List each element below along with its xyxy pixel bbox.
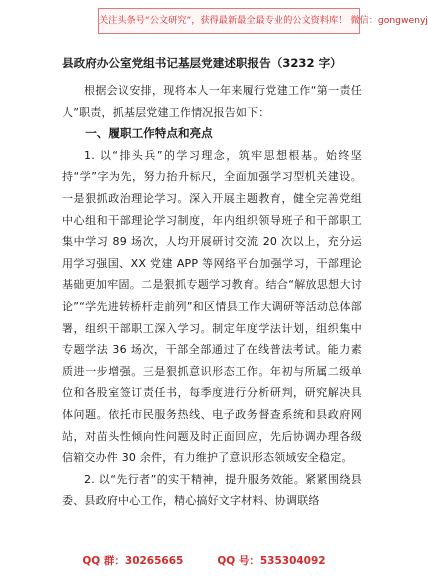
section-heading-1: 一、履职工作特点和亮点 (85, 126, 213, 141)
document-page (62, 54, 362, 512)
paragraph-2: 2. 以“先行者”的实干精神，提升服务效能。紧紧围绕县委、县政府中心工作，精心搞好文字材料、协调联络 (62, 472, 362, 508)
qq-number-label: QQ 号：535304092 (217, 555, 326, 567)
footer-contacts (0, 553, 408, 568)
paragraph-1: 1. 以“排头兵”的学习理念，筑牢思想根基。始终坚持“学”字为先，努力抬升标尺，全面加强学习型机关建设。一是狠抓政治理论学习。深入开展主题教育，健全完善党组中心组和干部理论学习制度，年内组织领导班子和干部职工集中学习 89 场次，人均开展研讨交流 20 次以上，充分运用学习强国、XX 党建 APP 等网络平台加强学习，干部理论基础更加牢固。二是狠抓专题学习教育。结合“解放思想大讨论”“学先进转桥杆走前列”和区情县工作大调研等活动总体部署，组织干部职工深入学习。制定年度学法计划，组织集中专题学法 36 场次，干部全部通过了在线普法考试。能力素质进一步增强。三是狠抓意识形态工作。年初与所属二级单位和各股室签订责任书，每季度进行分析研判，研究解决具体问题。依托市民服务热线、电子政务督查系统和县政府网站，对苗头性倾向性问题及时正面回应，先后协调办理各级信箱交办件 30 余件，有力维护了意识形态领域安全稳定。 (62, 148, 362, 465)
intro-paragraph: 根据会议安排，现将本人一年来履行党建工作“第一责任人”职责，抓基层党建工作情况报告如下： (62, 84, 362, 119)
qq-group-label: QQ 群：30265665 (82, 555, 184, 567)
promo-banner: 关注头条号“公文研究”，获得最新最全最专业的公文资料库！ 微信：gongwenyj (98, 8, 360, 34)
document-title: 县政府办公室党组书记基层党建述职报告（3232 字） (62, 56, 342, 70)
